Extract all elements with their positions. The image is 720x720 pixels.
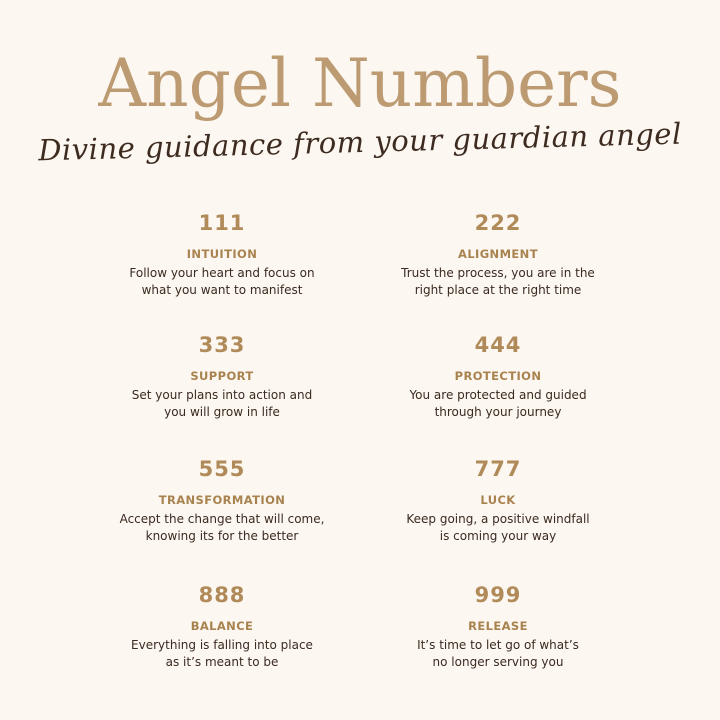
- number-meaning-label: LUCK: [480, 493, 516, 507]
- number-description: You are protected and guided through your journey: [409, 388, 587, 419]
- angel-number: 222: [474, 211, 522, 235]
- number-meaning-label: SUPPORT: [190, 369, 254, 383]
- number-card-222: [348, 208, 648, 299]
- number-description: Accept the change that will come, knowing its for the better: [119, 512, 325, 543]
- number-card-888: [72, 580, 372, 671]
- angel-number: 333: [198, 333, 246, 357]
- number-description: Everything is falling into place as it’s meant to be: [131, 638, 313, 669]
- page-title: Angel Numbers: [98, 45, 622, 122]
- angel-number: 888: [198, 583, 246, 607]
- angel-number: 444: [474, 333, 522, 357]
- number-meaning-label: TRANSFORMATION: [158, 493, 286, 507]
- number-card-555: [72, 454, 372, 545]
- number-meaning-label: RELEASE: [468, 619, 528, 633]
- number-card-777: [348, 454, 648, 545]
- number-description: Follow your heart and focus on what you want to manifest: [129, 266, 315, 297]
- angel-number: 555: [198, 457, 246, 481]
- number-meaning-label: BALANCE: [190, 619, 254, 633]
- page-subtitle: Divine guidance from your guardian angel: [37, 116, 683, 168]
- number-meaning-label: INTUITION: [186, 247, 258, 261]
- number-description: Trust the process, you are in the right place at the right time: [401, 266, 595, 297]
- angel-number: 999: [474, 583, 522, 607]
- angel-number: 777: [474, 457, 522, 481]
- number-meaning-label: ALIGNMENT: [458, 247, 538, 261]
- number-description: Keep going, a positive windfall is coming your way: [406, 512, 590, 543]
- number-description: Set your plans into action and you will grow in life: [131, 388, 313, 419]
- number-meaning-label: PROTECTION: [454, 369, 542, 383]
- number-card-333: [72, 330, 372, 421]
- number-card-444: [348, 330, 648, 421]
- angel-number: 111: [198, 211, 246, 235]
- number-description: It’s time to let go of what’s no longer serving you: [417, 638, 579, 669]
- number-card-999: [348, 580, 648, 671]
- number-card-111: [72, 208, 372, 299]
